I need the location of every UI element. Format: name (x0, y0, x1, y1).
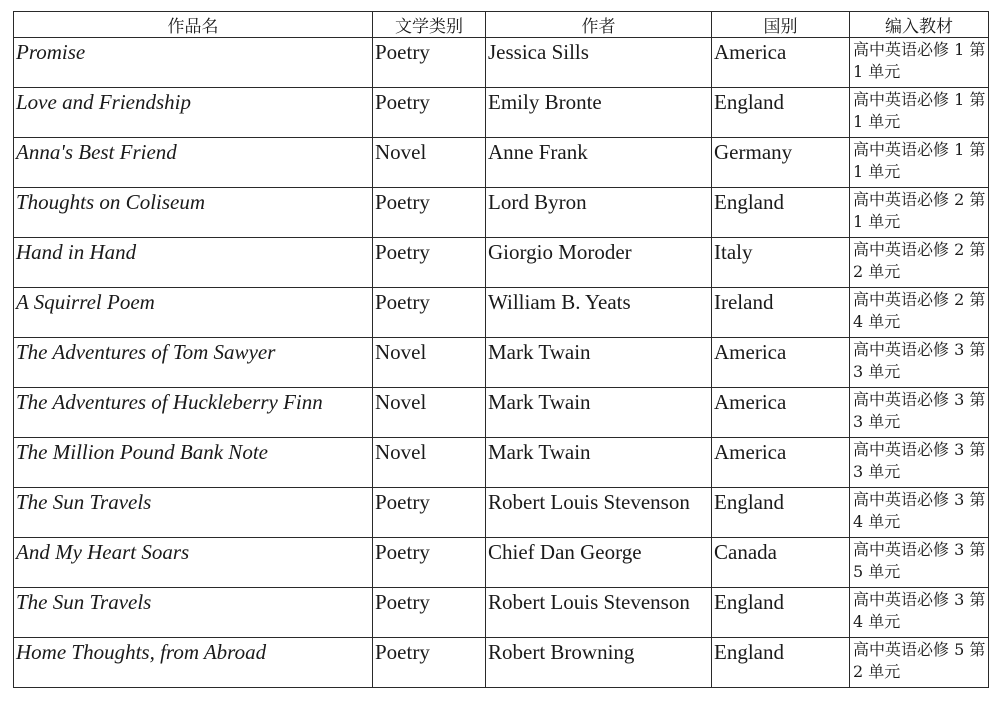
cell-genre: Poetry (373, 538, 486, 588)
cell-author: Robert Louis Stevenson (486, 588, 712, 638)
table-row (14, 538, 989, 588)
table-row (14, 388, 989, 438)
cell-author: Emily Bronte (486, 88, 712, 138)
cell-genre: Poetry (373, 638, 486, 688)
cell-textbook: 高中英语必修 1 第 1 单元 (850, 88, 989, 138)
cell-genre: Poetry (373, 188, 486, 238)
cell-country: England (712, 488, 850, 538)
cell-genre: Novel (373, 438, 486, 488)
cell-textbook: 高中英语必修 5 第 2 单元 (850, 638, 989, 688)
header-author: 作者 (486, 12, 712, 38)
cell-title: And My Heart Soars (14, 538, 373, 588)
table-row (14, 238, 989, 288)
table-row (14, 588, 989, 638)
cell-country: America (712, 338, 850, 388)
header-title: 作品名 (14, 12, 373, 38)
cell-genre: Poetry (373, 288, 486, 338)
cell-genre: Novel (373, 338, 486, 388)
table-row (14, 138, 989, 188)
cell-genre: Poetry (373, 238, 486, 288)
cell-title: Home Thoughts, from Abroad (14, 638, 373, 688)
table-body (14, 38, 989, 688)
cell-genre: Poetry (373, 488, 486, 538)
cell-title: The Adventures of Huckleberry Finn (14, 388, 373, 438)
cell-textbook: 高中英语必修 3 第 4 单元 (850, 588, 989, 638)
cell-country: Ireland (712, 288, 850, 338)
cell-textbook: 高中英语必修 1 第 1 单元 (850, 138, 989, 188)
cell-genre: Poetry (373, 588, 486, 638)
cell-author: William B. Yeats (486, 288, 712, 338)
cell-author: Giorgio Moroder (486, 238, 712, 288)
cell-country: England (712, 638, 850, 688)
cell-author: Jessica Sills (486, 38, 712, 88)
cell-author: Lord Byron (486, 188, 712, 238)
cell-country: America (712, 438, 850, 488)
cell-title: Anna's Best Friend (14, 138, 373, 188)
cell-country: England (712, 588, 850, 638)
cell-textbook: 高中英语必修 1 第 1 单元 (850, 38, 989, 88)
cell-textbook: 高中英语必修 2 第 4 单元 (850, 288, 989, 338)
header-genre: 文学类别 (373, 12, 486, 38)
cell-genre: Poetry (373, 38, 486, 88)
table-row (14, 188, 989, 238)
cell-country: Canada (712, 538, 850, 588)
cell-textbook: 高中英语必修 3 第 3 单元 (850, 388, 989, 438)
literary-works-table (13, 11, 989, 688)
cell-title: Thoughts on Coliseum (14, 188, 373, 238)
cell-author: Anne Frank (486, 138, 712, 188)
cell-title: A Squirrel Poem (14, 288, 373, 338)
cell-author: Robert Louis Stevenson (486, 488, 712, 538)
cell-title: Love and Friendship (14, 88, 373, 138)
cell-country: Italy (712, 238, 850, 288)
cell-genre: Novel (373, 388, 486, 438)
cell-genre: Novel (373, 138, 486, 188)
cell-textbook: 高中英语必修 2 第 2 单元 (850, 238, 989, 288)
table-row (14, 638, 989, 688)
cell-country: America (712, 38, 850, 88)
cell-country: England (712, 88, 850, 138)
table-header-row (14, 12, 989, 38)
cell-author: Mark Twain (486, 338, 712, 388)
cell-author: Mark Twain (486, 388, 712, 438)
table-row (14, 438, 989, 488)
cell-textbook: 高中英语必修 2 第 1 单元 (850, 188, 989, 238)
table-row (14, 488, 989, 538)
header-textbook: 编入教材 (850, 12, 989, 38)
cell-country: Germany (712, 138, 850, 188)
table-row (14, 38, 989, 88)
cell-title: Hand in Hand (14, 238, 373, 288)
cell-textbook: 高中英语必修 3 第 3 单元 (850, 438, 989, 488)
cell-author: Chief Dan George (486, 538, 712, 588)
table-row (14, 88, 989, 138)
cell-title: The Sun Travels (14, 488, 373, 538)
cell-author: Mark Twain (486, 438, 712, 488)
table-row (14, 338, 989, 388)
cell-textbook: 高中英语必修 3 第 5 单元 (850, 538, 989, 588)
table-row (14, 288, 989, 338)
cell-textbook: 高中英语必修 3 第 3 单元 (850, 338, 989, 388)
cell-author: Robert Browning (486, 638, 712, 688)
cell-title: The Adventures of Tom Sawyer (14, 338, 373, 388)
cell-textbook: 高中英语必修 3 第 4 单元 (850, 488, 989, 538)
cell-genre: Poetry (373, 88, 486, 138)
cell-country: America (712, 388, 850, 438)
header-country: 国别 (712, 12, 850, 38)
cell-title: Promise (14, 38, 373, 88)
cell-country: England (712, 188, 850, 238)
cell-title: The Sun Travels (14, 588, 373, 638)
cell-title: The Million Pound Bank Note (14, 438, 373, 488)
